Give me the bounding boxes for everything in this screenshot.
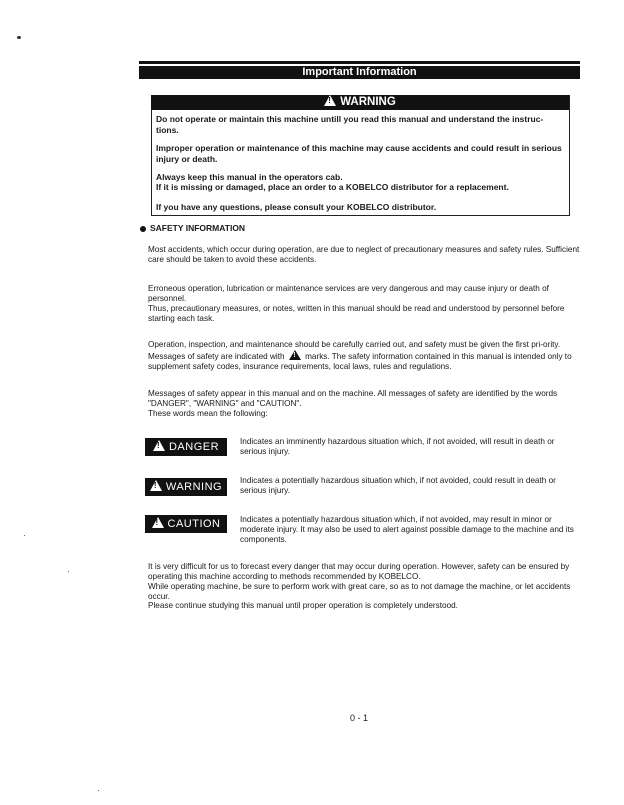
- warning-line-5: If you have any questions, please consult your KOBELCO distributor.: [156, 202, 437, 212]
- paragraph-1: Most accidents, which occur during operation, are due to neglect of precautionary measures and safety rules. Sufficient care should be taken to avoid these accidents.: [148, 245, 580, 264]
- warning-triangle-icon: [324, 95, 336, 106]
- caution-label-text: CAUTION: [167, 518, 221, 530]
- warning-description: Indicates a potentially hazardous situation which, if not avoided, could result in death or serious injury.: [240, 476, 556, 495]
- paragraph-5b: While operating machine, be sure to perform work with great care, so as to not damage the machine, or let accidents occur.: [148, 582, 571, 601]
- warning-line-1: Do not operate or maintain this machine untill you read this manual and understand the instruc-tions.: [156, 114, 544, 135]
- warning-label-text: WARNING: [165, 481, 223, 493]
- paragraph-5a: It is very difficult for us to forecast every danger that may occur during operation. However, safety can be ensured by operating this machine according to methods recommended by KOBELCO.: [148, 562, 570, 581]
- scan-speck: [68, 571, 69, 572]
- scan-speck: [24, 535, 25, 536]
- paragraph-2a: Erroneous operation, lubrication or maintenance services are very dangerous and may cause injury or death of personnel.: [148, 284, 549, 303]
- danger-description: Indicates an imminently hazardous situation which, if not avoided, will result in death or serious injury.: [240, 437, 555, 456]
- warning-line-2: Improper operation or maintenance of this machine may cause accidents and could result in serious injury or death.: [156, 143, 562, 164]
- caution-label: [145, 515, 227, 533]
- section-title: SAFETY INFORMATION: [150, 223, 246, 233]
- caution-description: Indicates a potentially hazardous situation which, if not avoided, may result in minor or moderate injury. It may also be used to alert against possible damage to the machine and its components.: [240, 515, 574, 544]
- paragraph-3-after: marks. The safety information contained in this manual is intended only to supplement safety codes, insurance requirements, local laws, rules and regulations.: [148, 351, 572, 371]
- paragraph-4a: Messages of safety appear in this manual and on the machine. All messages of safety are identified by the words "DANGER", "WARNING" and "CAUTION".: [148, 389, 558, 408]
- warning-heading-text: WARNING: [340, 96, 396, 108]
- warning-line-4: If it is missing or damaged, place an order to a KOBELCO distributor for a replacement.: [156, 182, 509, 192]
- paragraph-2b: Thus, precautionary measures, or notes, written in this manual should be read and understood by personnel before starting each task.: [148, 304, 565, 323]
- warning-label: [145, 478, 227, 496]
- paragraph-5c: Please continue studying this manual until proper operation is completely understood.: [148, 601, 458, 610]
- danger-label: [145, 438, 227, 456]
- danger-label-text: DANGER: [168, 441, 220, 453]
- scan-speck: [17, 36, 21, 39]
- paragraph-3: [148, 340, 582, 371]
- paragraph-4b: These words mean the following:: [148, 409, 268, 418]
- page-title: Important Information: [139, 66, 580, 79]
- paragraph-3-before: Operation, inspection, and maintenance should be carefully carried out, and safety must be given the first pri-ority. Messages of safety are indicated with: [148, 340, 561, 361]
- scan-speck: [98, 790, 99, 791]
- page-number: 0 - 1: [350, 713, 369, 723]
- warning-triangle-icon: [152, 517, 164, 528]
- bullet-icon: [140, 226, 146, 232]
- warning-triangle-icon: [153, 440, 165, 451]
- header-rule: [139, 61, 580, 64]
- warning-triangle-icon: [150, 480, 162, 491]
- warning-line-3: Always keep this manual in the operators cab.: [156, 172, 343, 182]
- warning-box-heading: [151, 95, 569, 110]
- warning-triangle-icon: [289, 350, 301, 360]
